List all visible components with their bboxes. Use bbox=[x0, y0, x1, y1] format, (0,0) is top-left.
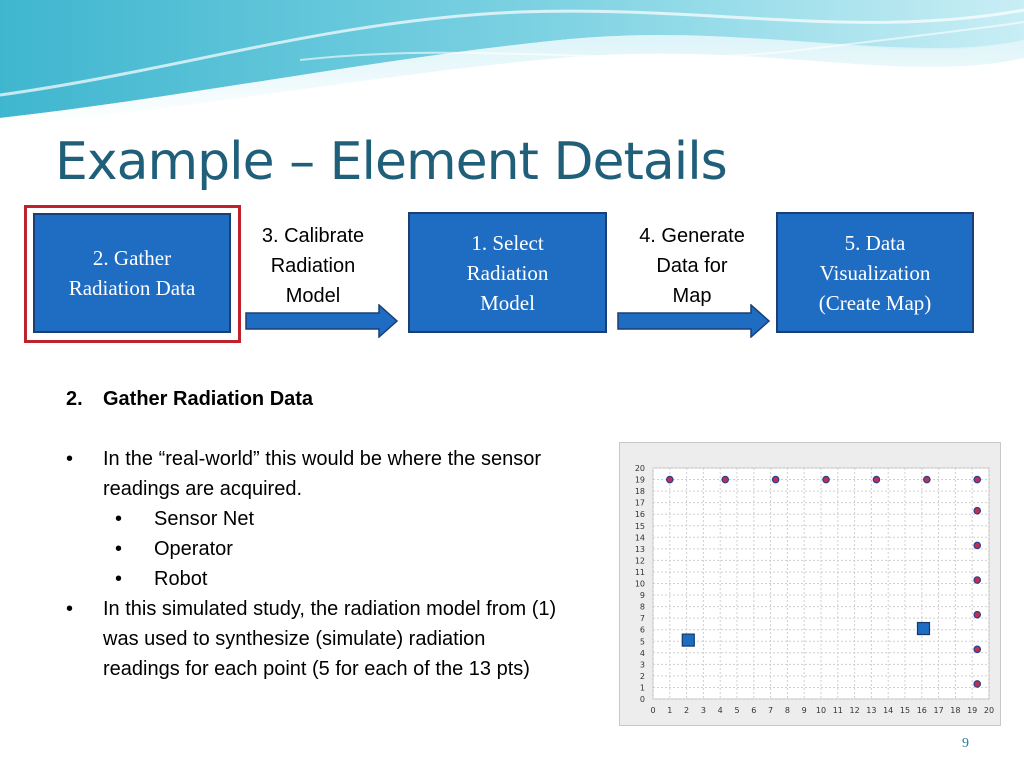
y-tick-label: 13 bbox=[634, 544, 645, 554]
data-point-circle bbox=[974, 611, 980, 617]
data-point-circle bbox=[974, 508, 980, 514]
data-point-circle bbox=[772, 476, 778, 482]
slide-title: Example – Element Details bbox=[55, 132, 727, 192]
y-tick-label: 0 bbox=[639, 695, 645, 704]
data-point-circle bbox=[722, 476, 728, 482]
y-tick-label: 12 bbox=[634, 556, 645, 566]
bullet-item bbox=[66, 444, 566, 594]
y-tick-label: 18 bbox=[634, 487, 645, 497]
data-point-circle bbox=[974, 476, 980, 482]
x-tick-label: 1 bbox=[667, 706, 673, 715]
data-point-circle bbox=[974, 646, 980, 652]
y-tick-label: 4 bbox=[639, 648, 645, 658]
heading-number: 2. bbox=[66, 388, 83, 410]
bullet-text: In this simulated study, the radiation model from (1) was used to synthesize (simulate) radiation readings for each point (5 for each of the 13 pts) bbox=[103, 598, 557, 680]
y-tick-label: 14 bbox=[634, 533, 645, 543]
x-tick-label: 14 bbox=[883, 706, 894, 715]
data-point-circle bbox=[924, 476, 930, 482]
section-heading bbox=[66, 384, 566, 414]
heading-text: Gather Radiation Data bbox=[103, 388, 314, 410]
sensor-map-plot bbox=[619, 442, 1001, 726]
bullet-list bbox=[66, 444, 566, 684]
data-point-circle bbox=[667, 476, 673, 482]
y-tick-label: 19 bbox=[634, 475, 645, 485]
y-tick-label: 2 bbox=[639, 671, 645, 681]
data-point-circle bbox=[873, 476, 879, 482]
data-point-square bbox=[682, 634, 694, 646]
x-tick-label: 9 bbox=[801, 706, 807, 715]
x-tick-label: 6 bbox=[751, 706, 757, 715]
y-tick-label: 16 bbox=[634, 510, 645, 520]
data-point-circle bbox=[974, 681, 980, 687]
x-tick-label: 7 bbox=[768, 706, 774, 715]
x-tick-label: 18 bbox=[950, 706, 961, 715]
y-tick-label: 10 bbox=[634, 579, 645, 589]
data-point-circle bbox=[823, 476, 829, 482]
x-tick-label: 2 bbox=[684, 706, 690, 715]
sub-bullet-list bbox=[103, 504, 566, 594]
header-wave-banner bbox=[0, 0, 1024, 130]
body-text bbox=[66, 384, 566, 684]
y-tick-label: 7 bbox=[639, 614, 645, 624]
y-tick-label: 6 bbox=[639, 625, 645, 635]
x-tick-label: 5 bbox=[734, 706, 740, 715]
step-gather-radiation-data: 2. Gather Radiation Data bbox=[33, 213, 231, 333]
x-tick-label: 16 bbox=[916, 706, 927, 715]
data-point-square bbox=[917, 623, 929, 635]
x-tick-label: 13 bbox=[866, 706, 877, 715]
x-tick-label: 17 bbox=[933, 706, 944, 715]
x-tick-label: 8 bbox=[784, 706, 790, 715]
x-tick-label: 0 bbox=[650, 706, 656, 715]
data-point-circle bbox=[974, 542, 980, 548]
sub-bullet-item: • Robot bbox=[103, 564, 566, 594]
bullet-text: In the “real-world” this would be where the sensor readings are acquired. bbox=[103, 448, 541, 500]
x-tick-label: 11 bbox=[832, 706, 843, 715]
data-point-circle bbox=[974, 577, 980, 583]
x-tick-label: 12 bbox=[849, 706, 860, 715]
y-tick-label: 17 bbox=[634, 498, 645, 508]
y-tick-label: 15 bbox=[634, 521, 645, 531]
x-tick-label: 4 bbox=[717, 706, 723, 715]
page-number: 9 bbox=[962, 736, 969, 751]
arrow-label-generate: 4. Generate Data for Map bbox=[639, 225, 745, 307]
y-tick-label: 5 bbox=[639, 637, 645, 647]
sub-bullet-item: • Sensor Net bbox=[103, 504, 566, 534]
x-tick-label: 3 bbox=[700, 706, 706, 715]
x-tick-label: 15 bbox=[899, 706, 911, 715]
bullet-item bbox=[66, 594, 566, 684]
y-tick-label: 3 bbox=[639, 660, 645, 670]
x-tick-label: 10 bbox=[815, 706, 827, 715]
y-tick-label: 8 bbox=[639, 602, 645, 612]
sub-bullet-item: • Operator bbox=[103, 534, 566, 564]
y-tick-label: 11 bbox=[634, 567, 645, 577]
x-tick-label: 20 bbox=[983, 706, 995, 715]
y-tick-label: 1 bbox=[639, 683, 645, 693]
y-tick-label: 20 bbox=[634, 464, 645, 473]
y-tick-label: 9 bbox=[639, 591, 645, 601]
arrow-label-calibrate: 3. Calibrate Radiation Model bbox=[261, 225, 365, 307]
x-tick-label: 19 bbox=[967, 706, 978, 715]
right-arrow-icon bbox=[617, 304, 772, 338]
step-select-radiation-model: 1. Select Radiation Model bbox=[408, 212, 607, 333]
right-arrow-icon bbox=[245, 304, 400, 338]
step-data-visualization: 5. Data Visualization (Create Map) bbox=[776, 212, 974, 333]
